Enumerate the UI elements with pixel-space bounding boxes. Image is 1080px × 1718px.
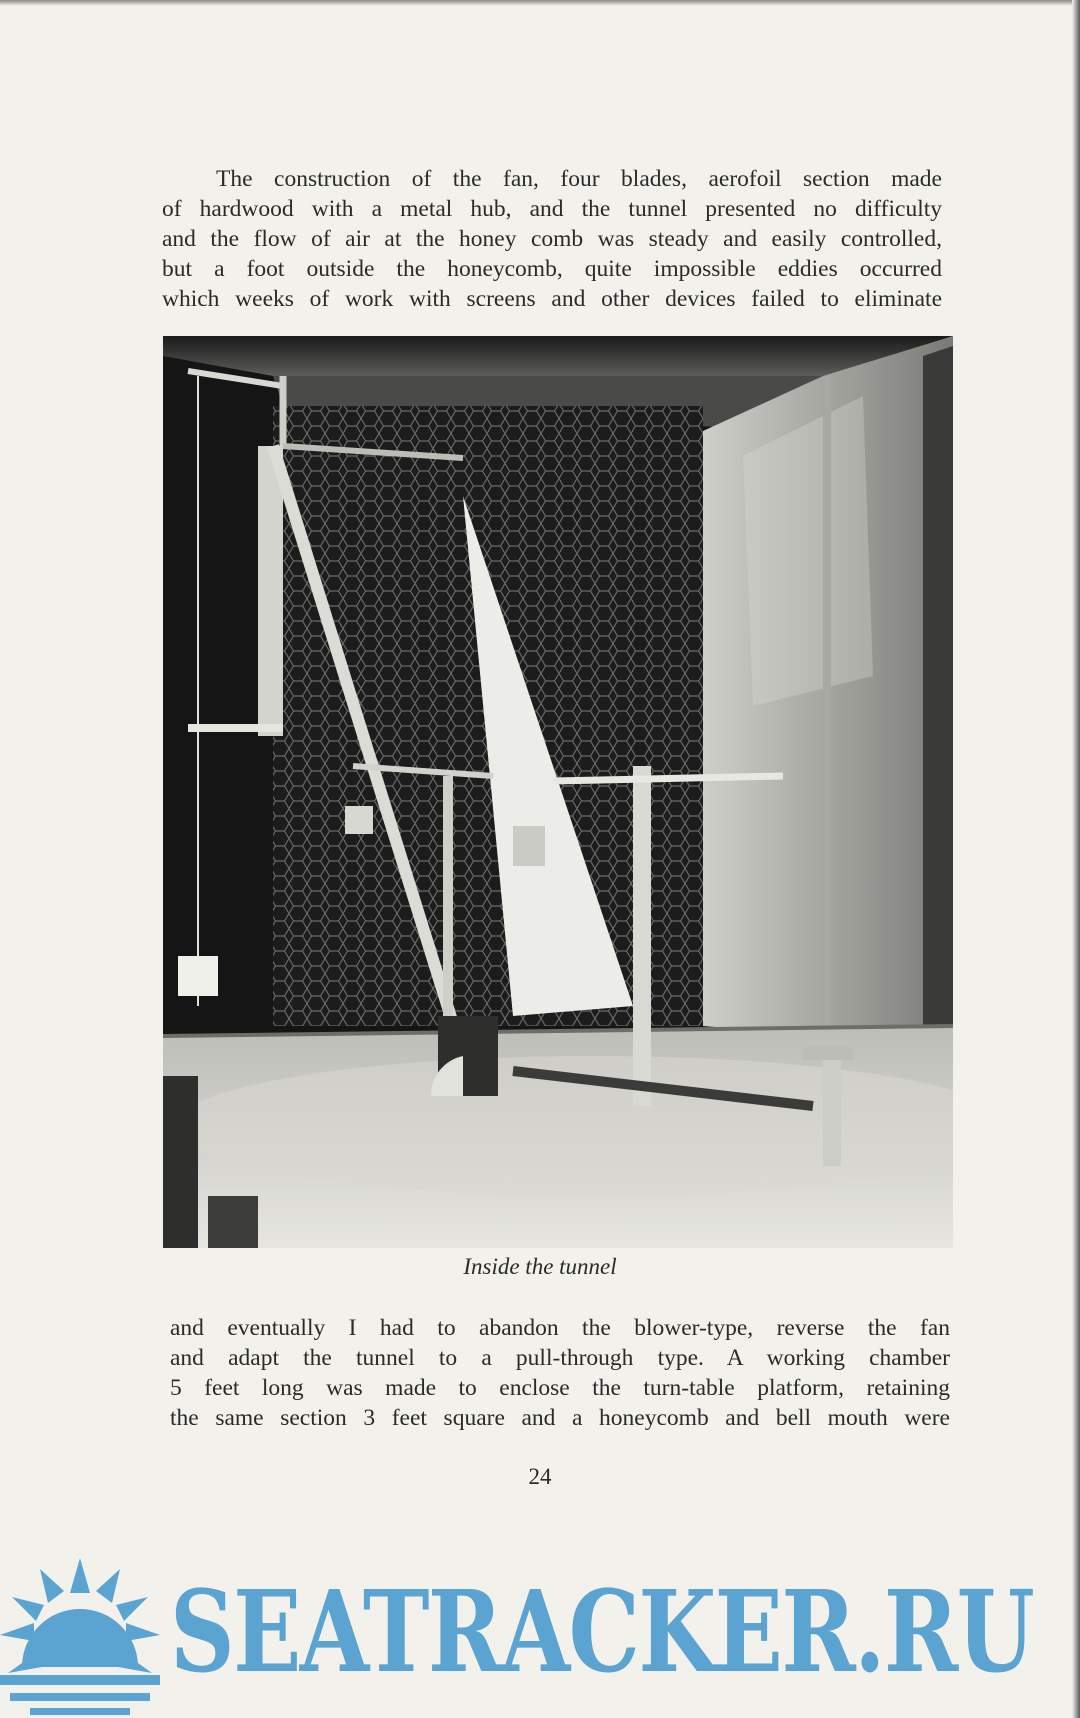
- paragraph-bottom: [170, 1313, 950, 1433]
- text-line: 5 feet long was made to enclose the turn-table platform, retaining: [170, 1375, 950, 1401]
- text-line: and the flow of air at the honey comb was steady and easily controlled,: [162, 226, 942, 252]
- text-line: which weeks of work with screens and other devices failed to eliminate: [162, 286, 942, 312]
- watermark: [0, 1555, 1080, 1718]
- text-line: and eventually I had to abandon the blower-type, reverse the fan: [170, 1315, 950, 1341]
- figure-caption: Inside the tunnel: [463, 1254, 617, 1279]
- text-line: and adapt the tunnel to a pull-through type. A working chamber: [170, 1345, 950, 1371]
- watermark-text: SEATRACKER.RU: [170, 1567, 1034, 1698]
- wind-tunnel-photo: [163, 336, 953, 1248]
- page-edge-top: [0, 0, 1080, 6]
- sun-icon: [0, 1555, 170, 1718]
- text-line: the same section 3 feet square and a honeycomb and bell mouth were: [170, 1405, 950, 1431]
- text-line: but a foot outside the honeycomb, quite impossible eddies occurred: [162, 256, 942, 282]
- page-edge-right: [1072, 0, 1080, 1718]
- page-number: 24: [528, 1464, 552, 1489]
- text-line: of hardwood with a metal hub, and the tunnel presented no difficulty: [162, 196, 942, 222]
- text-line: The construction of the fan, four blades, aerofoil section made: [216, 166, 942, 192]
- paragraph-top: [162, 164, 942, 314]
